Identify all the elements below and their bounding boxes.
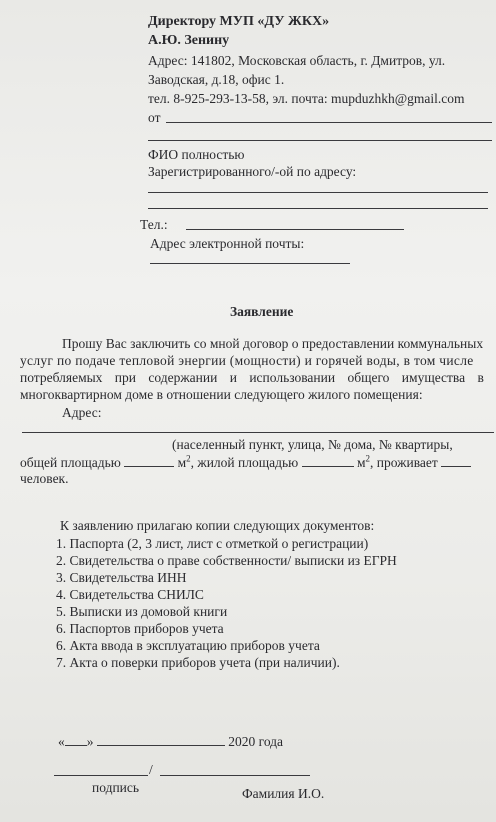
recipient-contacts: тел. 8-925-293-13-58, эл. почта: mupduzhkh@gmail.com [148,91,465,106]
signature-label: подпись [92,780,140,795]
total-area-label: общей площадью [20,455,121,470]
attachment-item: 6. Паспортов приборов учета [56,621,224,636]
residents-field[interactable] [441,454,471,467]
registered-address-line-1[interactable] [148,192,488,193]
quote-open: « [58,734,65,749]
paragraph-line-2 [20,353,496,369]
living-area-field[interactable] [302,454,354,467]
residents-label: , проживает [370,455,438,470]
area-line [20,454,471,471]
addressee-name: А.Ю. Зенину [148,33,230,48]
phone-line[interactable] [186,229,404,230]
attachment-item: 5. Выписки из домовой книги [56,604,228,619]
paragraph-line-2-text: услуг по подаче тепловой энергии (мощности) и горячей воды, в том числе [20,353,474,368]
document-title: Заявление [230,304,294,319]
attachment-item: 7. Акта о поверки приборов учета (при наличии). [56,655,340,670]
attachment-item: 3. Свидетельства ИНН [56,570,187,585]
email-label: Адрес электронной почты: [150,236,305,251]
address-label: Адрес: [62,405,102,420]
quote-close: » [86,734,94,749]
registered-address-label: Зарегистрированного/-ой по адресу: [148,164,357,179]
m2-unit-1: м [177,455,187,470]
living-area-label: , жилой площадью [190,455,299,470]
paragraph-line-4: многоквартирном доме в отношении следующего жилого помещения: [20,387,423,402]
addressee-title: Директору МУП «ДУ ЖКХ» [148,14,330,29]
address-hint: (населенный пункт, улица, № дома, № квартиры, [172,437,453,452]
recipient-address-line1: Адрес: 141802, Московская область, г. Дмитров, ул. [148,53,446,68]
m2-sup-1: 2 [186,453,191,464]
attachment-item: 6. Акта ввода в эксплуатацию приборов учета [56,638,320,653]
signature-line[interactable] [54,775,148,776]
signature-slash: / [149,762,153,777]
paragraph-line-3 [20,370,496,386]
name-label: Фамилия И.О. [242,786,325,801]
fio-hint: ФИО полностью [148,147,245,162]
m2-unit-2: м [356,455,366,470]
registered-address-line-2[interactable] [148,208,488,209]
m2-sup-2: 2 [365,453,371,464]
fio-line-1[interactable] [166,122,492,123]
from-label: от [148,110,161,125]
email-line[interactable] [150,263,350,264]
month-field[interactable] [97,733,225,746]
date-line [58,733,283,750]
dwelling-address-line[interactable] [22,432,494,433]
day-field[interactable] [65,733,87,746]
attachments-intro: К заявлению прилагаю копии следующих документов: [60,518,375,533]
paragraph-line-3-text: потребляемых при содержании и использовании общего имущества в [20,370,484,385]
year-text: 2020 года [228,734,284,749]
fio-line-2[interactable] [148,140,492,141]
total-area-field[interactable] [124,454,174,467]
name-line[interactable] [160,775,310,776]
recipient-address-line2: Заводская, д.18, офис 1. [148,72,285,87]
paragraph-line-1: Прошу Вас заключить со мной договор о предоставлении коммунальных [62,336,484,351]
attachment-item: 2. Свидетельства о праве собственности/ выписки из ЕГРН [56,553,397,568]
attachment-item: 1. Паспорта (2, 3 лист, лист с отметкой о регистрации) [56,536,369,551]
persons-label: человек. [20,471,69,486]
attachment-item: 4. Свидетельства СНИЛС [56,587,204,602]
phone-label: Тел.: [140,217,168,232]
